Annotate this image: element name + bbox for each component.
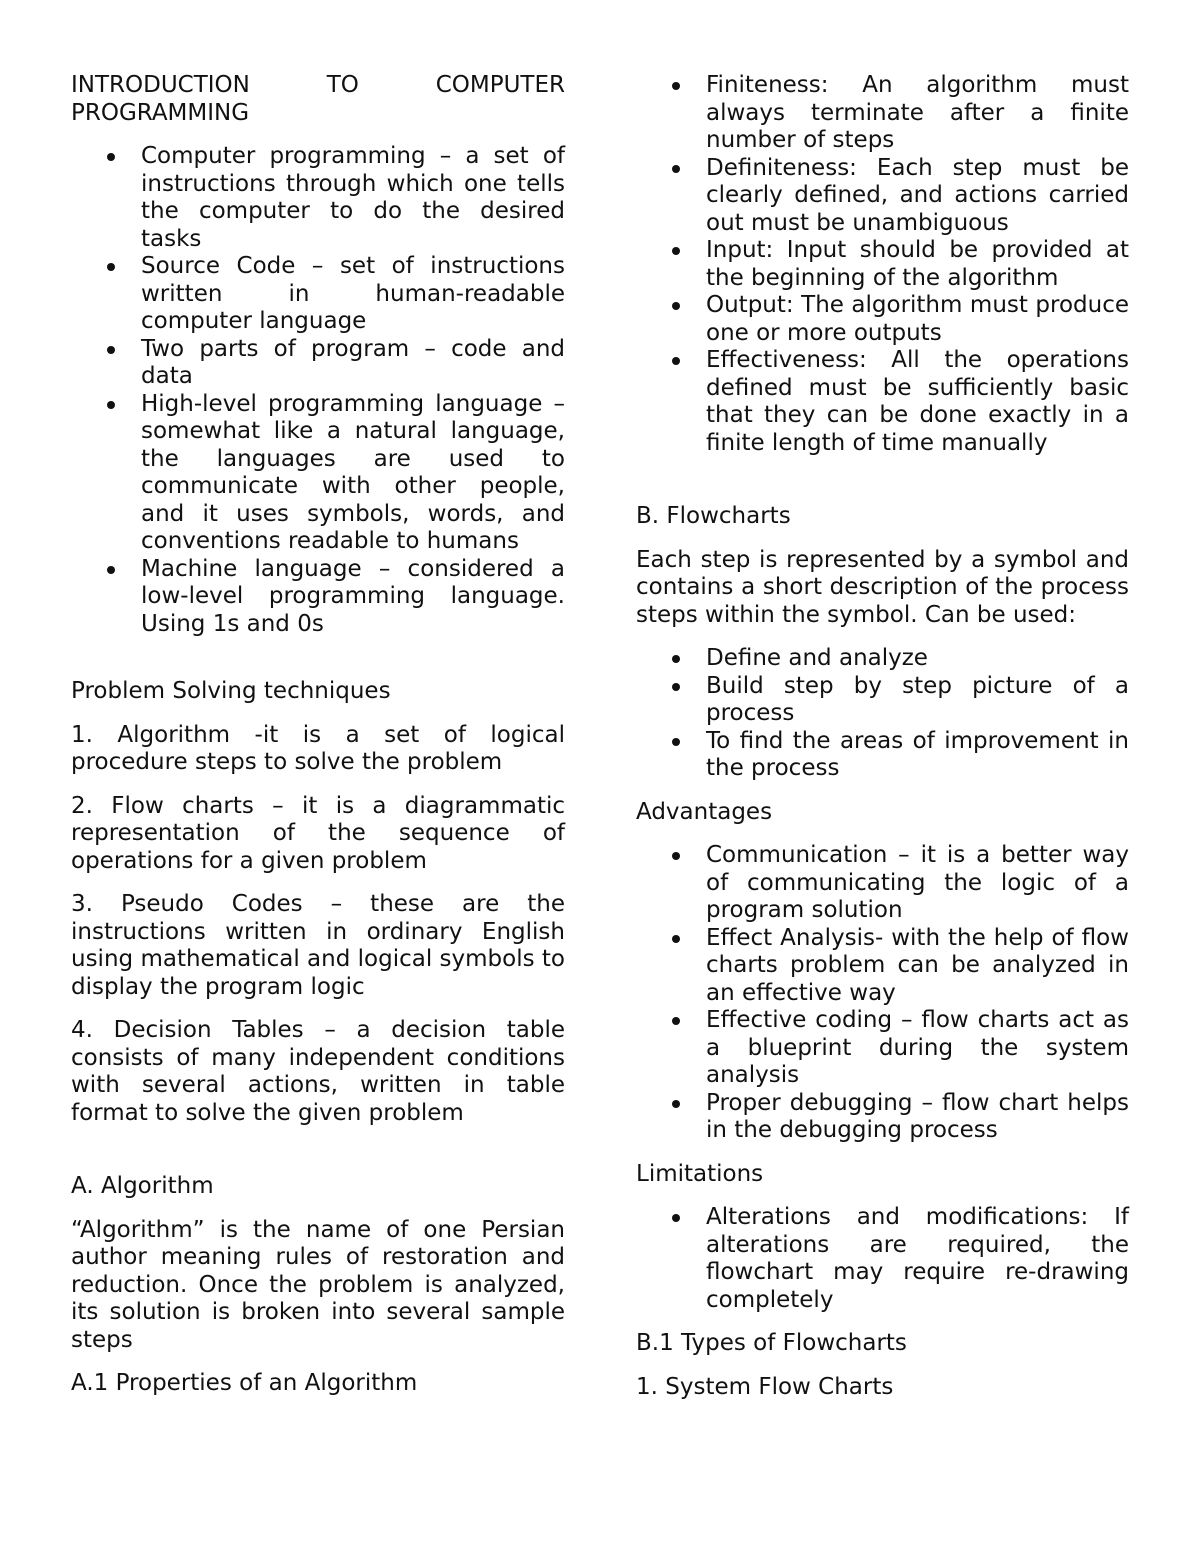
properties-bullet-list bbox=[636, 72, 1129, 457]
list-item: Output: The algorithm must produce one or more outputs bbox=[636, 292, 1129, 347]
uses-bullet-list bbox=[636, 645, 1129, 783]
list-item: Effect Analysis- with the help of flow charts problem can be analyzed in an effective way bbox=[636, 925, 1129, 1008]
list-item: Define and analyze bbox=[636, 645, 1129, 673]
list-item: Computer programming – a set of instructions through which one tells the computer to do the desired tasks bbox=[71, 143, 565, 253]
list-item: Finiteness: An algorithm must always terminate after a finite number of steps bbox=[636, 72, 1129, 155]
list-item: High-level programming language – somewhat like a natural language, the languages are used to communicate with other people, and it uses symbols, words, and conventions readable to humans bbox=[71, 391, 565, 556]
limitations-heading: Limitations bbox=[636, 1160, 764, 1187]
flowcharts-heading: B. Flowcharts bbox=[636, 503, 791, 529]
types-heading: B.1 Types of Flowcharts bbox=[636, 1330, 907, 1356]
list-item: To find the areas of improvement in the process bbox=[636, 728, 1129, 783]
list-item: Effectiveness: All the operations defined must be sufficiently basic that they can be done exactly in a finite length of time manually bbox=[636, 347, 1129, 457]
properties-heading: A.1 Properties of an Algorithm bbox=[71, 1370, 418, 1396]
right-column bbox=[636, 72, 1129, 1417]
limitations-bullet-list bbox=[636, 1204, 1129, 1314]
problem-solving-heading: Problem Solving techniques bbox=[71, 678, 391, 704]
left-column bbox=[71, 72, 565, 1414]
technique-paragraph: 4. Decision Tables – a decision table consists of many independent conditions with several actions, written in table format to solve the given problem bbox=[71, 1017, 565, 1126]
document-title: INTRODUCTION TO COMPUTER PROGRAMMING bbox=[71, 72, 565, 126]
list-item: Machine language – considered a low-level programming language. Using 1s and 0s bbox=[71, 556, 565, 639]
list-item: Communication – it is a better way of communicating the logic of a program solution bbox=[636, 842, 1129, 925]
algorithm-paragraph: “Algorithm” is the name of one Persian author meaning rules of restoration and reduction. Once the problem is analyzed, its solution is broken into several sample steps bbox=[71, 1216, 565, 1353]
algorithm-heading: A. Algorithm bbox=[71, 1173, 214, 1199]
types-first-item: 1. System Flow Charts bbox=[636, 1373, 894, 1400]
list-item: Effective coding – flow charts act as a blueprint during the system analysis bbox=[636, 1007, 1129, 1090]
technique-paragraph: 3. Pseudo Codes – these are the instructions written in ordinary English using mathematical and logical symbols to display the program logic bbox=[71, 891, 565, 1000]
list-item: Alterations and modifications: If alterations are required, the flowchart may require re-drawing completely bbox=[636, 1204, 1129, 1314]
list-item: Build step by step picture of a process bbox=[636, 673, 1129, 728]
technique-paragraph: 1. Algorithm -it is a set of logical procedure steps to solve the problem bbox=[71, 721, 565, 775]
advantages-bullet-list bbox=[636, 842, 1129, 1145]
technique-paragraph: 2. Flow charts – it is a diagrammatic representation of the sequence of operations for a given problem bbox=[71, 792, 565, 874]
list-item: Definiteness: Each step must be clearly defined, and actions carried out must be unambiguous bbox=[636, 155, 1129, 238]
list-item: Source Code – set of instructions written in human-readable computer language bbox=[71, 253, 565, 336]
intro-bullet-list bbox=[71, 143, 565, 638]
list-item: Proper debugging – flow chart helps in the debugging process bbox=[636, 1090, 1129, 1145]
list-item: Two parts of program – code and data bbox=[71, 336, 565, 391]
advantages-heading: Advantages bbox=[636, 798, 773, 825]
flowcharts-paragraph: Each step is represented by a symbol and contains a short description of the process steps within the symbol. Can be used: bbox=[636, 546, 1129, 628]
list-item: Input: Input should be provided at the beginning of the algorithm bbox=[636, 237, 1129, 292]
